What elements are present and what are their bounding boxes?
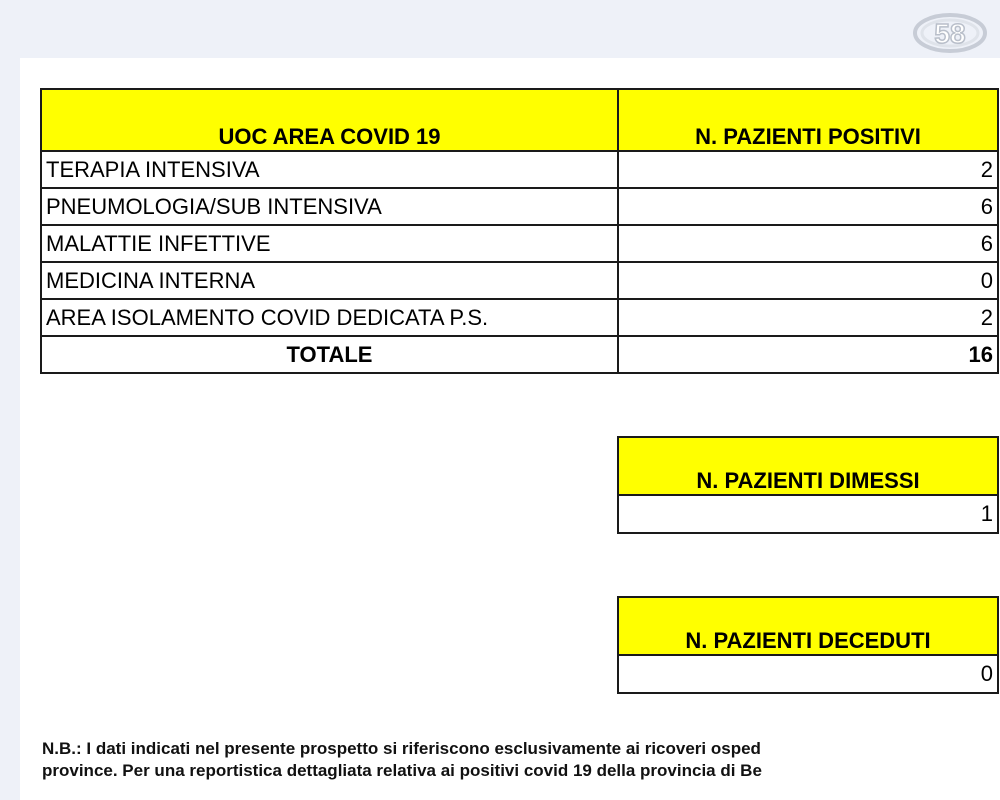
channel-logo [912,12,988,54]
ward-label: AREA ISOLAMENTO COVID DEDICATA P.S. [41,299,618,336]
ward-label: MEDICINA INTERNA [41,262,618,299]
ward-value: 2 [618,151,998,188]
table-header-row [41,89,998,151]
table-row [41,262,998,299]
ward-label: TERAPIA INTENSIVA [41,151,618,188]
ward-value: 2 [618,299,998,336]
footnote-line-2: province. Per una reportistica dettagliata relativa ai positivi covid 19 della provincia di Be [42,761,762,780]
header-ward: UOC AREA COVID 19 [41,89,618,151]
logo-text: 58 [934,18,966,49]
deceased-table [617,596,999,694]
ward-value: 6 [618,188,998,225]
table-row [41,225,998,262]
header-deceased: N. PAZIENTI DECEDUTI [618,597,998,655]
discharged-value: 1 [618,495,998,533]
table-row [41,151,998,188]
table-row [41,299,998,336]
table-row [41,188,998,225]
discharged-table [617,436,999,534]
ward-value: 6 [618,225,998,262]
total-row [41,336,998,373]
deceased-value: 0 [618,655,998,693]
total-label: TOTALE [41,336,618,373]
ward-label: MALATTIE INFETTIVE [41,225,618,262]
footnote-line-1: N.B.: I dati indicati nel presente prospetto si riferiscono esclusivamente ai ricoveri osped [42,739,761,758]
document-sheet [20,58,1000,800]
total-value: 16 [618,336,998,373]
ward-label: PNEUMOLOGIA/SUB INTENSIVA [41,188,618,225]
covid-ward-table [40,88,999,374]
footnote [42,738,1000,782]
ward-value: 0 [618,262,998,299]
header-discharged: N. PAZIENTI DIMESSI [618,437,998,495]
header-positive-patients: N. PAZIENTI POSITIVI [618,89,998,151]
